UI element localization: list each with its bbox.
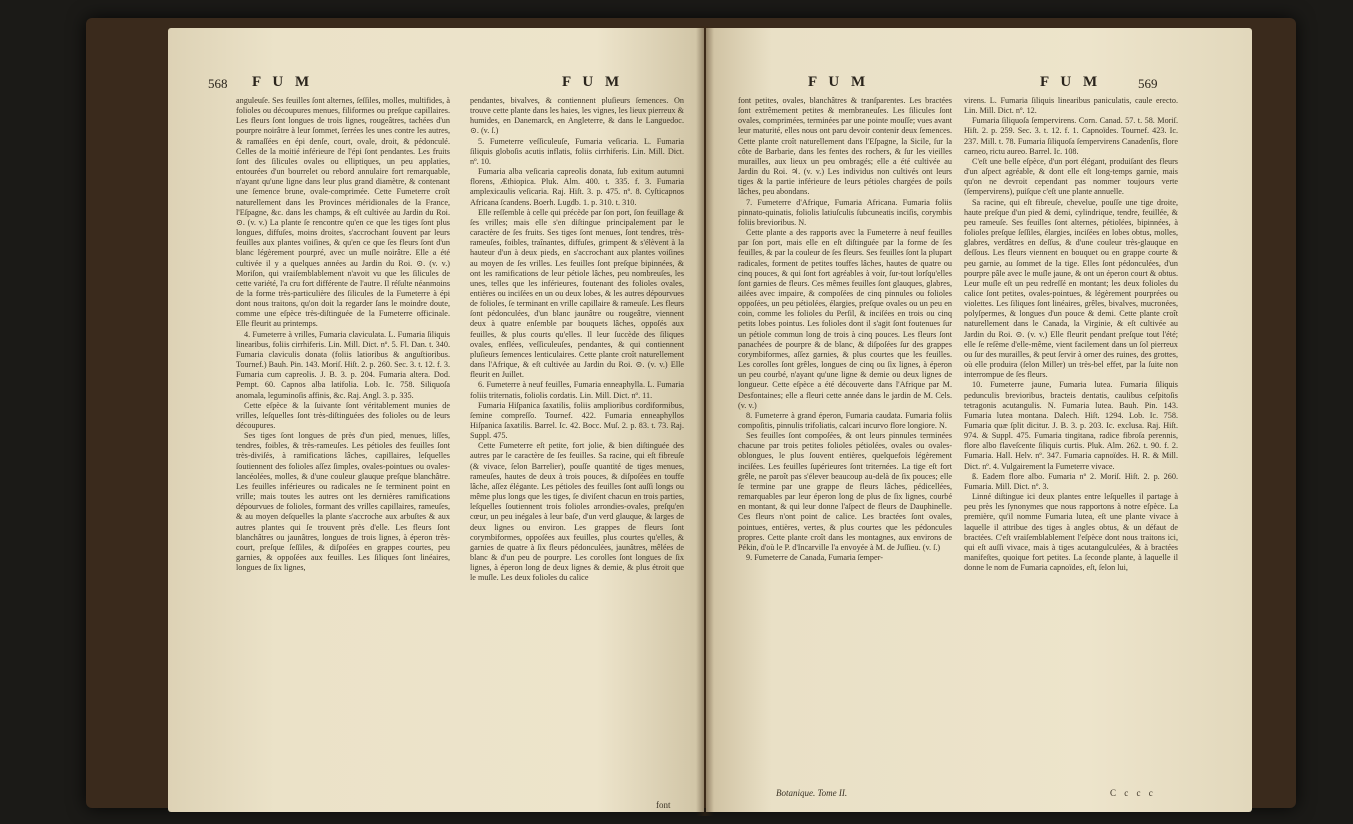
left-header-center: F U M: [562, 74, 624, 90]
paragraph: anguleuſe. Ses feuilles ſont alternes, ſeſſiles, molles, multifides, à folioles ou découpures menues, filiformes ou preſque capillaires. Les fleurs ſont longues de trois lignes, rougeâtres, tachées d'un pourpre noirâtre à leur ſommet, ſerrées les unes contre les autres, & ramaſſées en épi denſe, court, ovale, droit, & pédonculé. Celles de la moitié inférieure de l'épi ſont pendantes. Les fruits ſont des ſilicules ovales ou elliptiques, un peu applaties, entourées d'un bourrelet ou rebord annulaire fort remarquable, n'ayant qu'une ligne dans leur plus grand diamètre, & contenant une ſemence brune, ovale-comprimée. Cette Fumeterre croît naturellement dans les Provinces méridionales de la France, l'Eſpagne, &c. dans les champs, & eſt cultivée au Jardin du Roi. ⊙. (v. v.) La plante ſe rencontre qu'en ce que les tiges ſont plus longues, diffuſes, moins droites, s'accrochant ſouvent par leurs feuilles aux plantes voiſines, & qu'en ce que ſes fleurs ſont d'un blanc légèrement pourpré, avec un muſle noirâtre. Elle a été cultivée il y a quelques années au Jardin du Roi. ⊙. (v. v.) Moriſon, qui vraiſemblablement n'avoit vu que les ſilicules de cette variété, l'a cru fort différente de l'autre. Il réſulte néanmoins de la forme très-particulière des ſilicules de la Fumeterre à épi dont nous traitons, qu'on doit la regarder ſans le moindre doute, comme une eſpèce très-diſtinguée de la Fumeterre officinale. Elle fleurit au printemps.: [236, 96, 450, 329]
left-header-left: F U M: [252, 74, 314, 90]
paragraph: Sa racine, qui eſt fibreuſe, chevelue, pouſſe une tige droite, haute preſque d'un pied & demi, cylindrique, tendre, feuillée, & peu rameuſe. Ses feuilles ſont alternes, pétiolées, bipinnées, à folioles preſque ſeſſiles, élargies, inciſées en lobes obtus, molles, glabres, verdâtres en deſſus, & d'une couleur très-glauque en deſſous. Les fleurs viennent en bouquet ou en grappe courte & peu garnie, au ſommet de la tige. Elles ſont pédonculées, d'un pourpre pâle avec le muſle jaune, & ont un éperon court & obtus. Leur muſle eſt un peu redreſſé en montant; les deux folioles du calice ſont petites, ovales-pointues, & légèrement pourprées ou violettes. Les ſiliques ſont linéaires, grêles, bivalves, mucronées, polyſpermes, & longues d'un pouce & demi. Cette plante croît naturellement dans le Canada, la Virginie, & eſt cultivée au Jardin du Roi. ⊙. (v. v.) Elle fleurit pendant preſque tout l'été; elle ſe reſème d'elle-même, vient facilement dans un ſol pierreux ou ſur des murailles, & peut ſervir à orner des ruines, des grottes, où elle produira (ſelon Miller) un très-bel effet, par la ſuite non interrompue de ſes fleurs.: [964, 197, 1178, 380]
paragraph: Fumaria alba veſicaria capreolis donata, ſub exitum autumni florens, Æthiopica. Pluk. Alm. 400. t. 335. f. 3. Fumaria amplexicaulis veſicaria. Raj. Hiſt. 3. p. 475. nº. 8. Cyſticapnos Africana ſcandens. Boerh. Lugdb. 1. p. 310. t. 310.: [470, 167, 684, 207]
right-page-column-2: [964, 96, 1178, 796]
volume-title: Botanique. Tome II.: [776, 788, 848, 798]
gathering-mark: C c c c: [1110, 788, 1156, 798]
paragraph: Ses tiges ſont longues de près d'un pied, menues, liſſes, tendres, foibles, & très-rameuſes. Les pétioles des feuilles ſont très-diviſés, à ramifications lâches, capillaires, leſquelles ſoutiennent des folioles aſſez ſimples, ovales-pointues ou ovales-lancéolées, molles, & d'une couleur glauque preſque blanchâtre. Les feuilles inférieures ou radicales ne ſe terminent point en vrille; mais toutes les autres ont les dernières ramifications dépourvues de folioles, formant des vrilles capillaires, rameuſes, & au moyen deſquelles la plante s'accroche aux arbuſtes & aux autres plantes qui ſe trouvent près d'elle. Les fleurs ſont blanchâtres ou jaunâtres, longues de trois lignes, à éperon très-court, preſque ſeſſiles, & diſpoſées en grappes courtes, peu garnies, & oppoſées aux feuilles. Les ſiliques ſont linéaires, longues de ſix lignes,: [236, 431, 450, 573]
paragraph: pendantes, bivalves, & contiennent pluſieurs ſemences. On trouve cette plante dans les haies, les vignes, les lieux pierreux & humides, en Danemarck, en Angleterre, & dans le Languedoc. ⊙. (v. ſ.): [470, 96, 684, 136]
paragraph: 7. Fumeterre d'Afrique, Fumaria Africana. Fumaria foliis pinnato-quinatis, foliolis latiuſculis ſubcuneatis inciſis, corymbis foliis brevioribus. N.: [738, 197, 952, 227]
paragraph: ß. Eadem flore albo. Fumaria nº 2. Moriſ. Hiſt. 2. p. 260. Fumaria. Mill. Dict. nº. 3.: [964, 471, 1178, 491]
right-header-right: F U M: [1040, 74, 1102, 90]
left-page-number: 568: [208, 76, 228, 91]
right-page-number: 569: [1138, 76, 1158, 91]
paragraph: 9. Fumeterre de Canada, Fumaria ſemper-: [746, 553, 883, 563]
paragraph: 10. Fumeterre jaune, Fumaria lutea. Fumaria ſiliquis pedunculis brevioribus, bracteis dentatis, caulibus ceſpitoſis tetragonis acutangulis. N. Fumaria lutea. Bauh. Pin. 143. Fumaria lutea montana. Dalech. Hiſt. 1294. Lob. Ic. 758. Fumaria quæ ſplit dicitur. J. B. 3. p. 203. Ic. exclusa. Raj. Hiſt. 974. & Suppl. 475. Fumaria tingitana, radice fibroſa perennis, flore albo flaveſcente ſiliquis curtis. Pluk. Alm. 262. t. 90. f. 2. Fumaria. Hall. Helv. nº. 347. Fumaria capnoïdes. H. R. & Mill. Dict. nº. 4. Vulgairement la Fumeterre vivace.: [964, 380, 1178, 471]
paragraph: virens. L. Fumaria ſiliquis linearibus paniculatis, caule erecto. Lin. Mill. Dict. nº. 12.: [964, 96, 1178, 116]
paragraph: 5. Fumeterre veſſiculeuſe, Fumaria veſicaria. L. Fumaria ſiliquis globoſis acutis inflatis, foliis cirrhiferis. Lin. Mill. Dict. nº. 10.: [470, 136, 684, 166]
paragraph: 4. Fumeterre à vrilles, Fumaria claviculata. L. Fumaria ſiliquis linearibus, foliis cirrhiferis. Lin. Mill. Dict. nº. 5. Fl. Dan. t. 340. Fumaria claviculis donata (foliis latioribus & anguſtioribus. Tournef.) Bauh. Pin. 143. Moriſ. Hiſt. 2. p. 260. Sec. 3. t. 12. f. 3. Fumaria cum capreolis. J. B. 3. p. 204. Fumaria altera. Dod. Pempt. 60. Capnos alba latifolia. Lob. Ic. 758. Siliquoſa anomala, leguminoſis affinis, &c. Raj. Angl. 3. p. 335.: [236, 329, 450, 400]
paragraph: Linné diſtingue ici deux plantes entre leſquelles il partage à peu près les ſynonymes que nous rapportons à notre eſpèce. La première, qu'il nomme Fumaria lutea, eſt une plante vivace à laquelle il attribue des tiges à angles obtus, & un défaut de bractées. C'eſt vraiſemblablement l'eſpèce dont nous traitons ici, qui eſt auſſi vivace, mais à tiges acutangulculées, & à bractées manifeſtes, quoique fort petites. La ſeconde plante, à laquelle il donne le nom de Fumaria capnoïdes, eſt, ſelon lui,: [964, 492, 1178, 573]
paragraph: Fumaria ſiliquoſa ſempervirens. Corn. Canad. 57. t. 58. Moriſ. Hiſt. 2. p. 259. Sec. 3. t. 12. f. 1. Capnoïdes. Tournef. 423. Ic. 237. Mill. t. 78. Fumaria ſiliquoſa ſempervirens Canadenſis, flore carneo, rictu aureo. Barrel. Ic. 108.: [964, 116, 1178, 156]
right-page-column-1: [738, 96, 952, 774]
paragraph: font petites, ovales, blanchâtres & tranſparentes. Les bractées ſont extrêmement petites & membraneuſes. Les ſilicules ſont ovales, comprimées, terminées par une pointe mouſſe; vues avant leur maturité, elles nous ont paru devoir contenir deux ſemences. Cette plante croît naturellement dans l'Eſpagne, la Sicile, ſur la côte de Barbarie, dans les fentes des rochers, & ſur les vieilles murailles, aux lieux un peu ombragés; elle a été cultivée au Jardin du Roi. ♃. (v. v.) Les individus non cultivés ont leurs tiges & la partie inférieure de leurs pétioles chargées de poils lâches, peu abondans.: [738, 96, 952, 197]
paragraph: 6. Fumeterre à neuf feuilles, Fumaria enneaphylla. L. Fumaria foliis triternatis, foliolis cordatis. Lin. Mill. Dict. nº. 11.: [470, 380, 684, 400]
left-page-column-2: [470, 96, 684, 796]
catchword: font: [656, 800, 671, 810]
paragraph: Fumaria Hiſpanica ſaxatilis, foliis amplioribus cordiformibus, ſemine compreſſo. Tournef. 422. Fumaria enneaphyllos Hiſpanica ſaxatilis. Barrel. Ic. 42. Bocc. Muſ. 2. p. 83. t. 73. Raj. Suppl. 475.: [470, 400, 684, 441]
right-header-center: F U M: [808, 74, 870, 90]
paragraph: C'eſt une belle eſpèce, d'un port élégant, produiſant des fleurs d'un aſpect agréable, & dont elle eſt long-temps garnie, mais qu'on ne devroit cependant pas nommer toujours verte (ſempervirens), puiſque c'eſt une plante annuelle.: [964, 156, 1178, 197]
left-page-column-1: [236, 96, 450, 796]
paragraph: Elle reſſemble à celle qui précède par ſon port, ſon feuillage & ſes vrilles; mais elle s'en diſtingue principalement par le caractère de ſes fruits. Ses tiges ſont menues, ſont tendres, très-rameuſes, foibles, traînantes, diffuſes, grimpent & s'élèvent à la hauteur d'un à deux pieds, en s'accrochant aux plantes voiſines au moyen de ſes vrilles. Les feuilles ſont preſque bipinnées, & ont les ramifications de leur pétiole lâches, peu nombreuſes, les unes, telles que les inférieures, foutenant des folioles ovales, entières ou inciſées en un ou deux lobes, & les autres dépourvues de folioles, ſe terminant en vrille capillaire & rameuſe. Les fleurs ſont pédonculées, d'un blanc jaunâtre ou rougeâtre, viennent deux à quatre enſemble par bouquets lâches, oppoſés aux feuilles, & plus courts qu'elles. Il leur ſuccède des ſiliques ovales, enflées, veſſiculeuſes, pendantes, & qui contiennent pluſieurs ſemences lenticulaires. Cette plante croît naturellement dans l'Afrique, & eſt cultivée au Jardin du Roi. ⊙. (v. v.) Elle fleurit en Juillet.: [470, 207, 684, 380]
paragraph: Cette eſpèce & la ſuivante ſont véritablement munies de vrilles, leſquelles ſont très-diſtinguées des folioles ou de leurs découpures.: [236, 400, 450, 430]
signature-mark: [776, 788, 847, 798]
paragraph: Ses feuilles ſont compoſées, & ont leurs pinnules terminées chacune par trois petites folioles pétiolées, ovales ou ovales-oblongues, le plus ſouvent entières, quelquefois légèrement inciſées. Les feuilles ſupérieures ſont triternées. La tige eſt fort grêle, ne paroît pas s'élever beaucoup au-delà de ſix pouces; elle ſe termine par une grappe de fleurs lâches, pédicellées, remarquables par leur éperon long de plus de ſix lignes, courbé en montant, & qui leur donne l'aſpect de fleurs de Dauphinelle. Ces fleurs n'ont point de calice. Les bractées ſont ovales, pointues, entières, vertes, & plus courtes que les pédoncules propres. Cette plante croît dans les montagnes, aux environs de Pékin, d'où le P. d'Incarville l'a envoyée à M. de Juſſieu. (v. ſ.): [738, 431, 952, 552]
paragraph: Cette Fumeterre eſt petite, fort jolie, & bien diſtinguée des autres par le caractère de ſes feuilles. Sa racine, qui eſt fibreuſe (& vivace, ſelon Barrelier), pouſſe quantité de tiges menues, rameuſes, hautes de deux à trois pouces, & diſpoſées en touffe lâche, aſſez élégante. Les pétioles des feuilles ſont auſſi longs ou même plus longs que les tiges, ſe diviſent chacun en trois parties, leſquelles ſoutiennent trois folioles arrondies-ovales, preſqu'en cœur, un peu inégales à leur baſe, d'un verd glauque, & larges de deux lignes ou environ. Les grappes de fleurs ſont corymbiformes, oppoſées aux feuilles, plus courtes qu'elles, & garnies de quatre à ſix fleurs pédonculées, jaunâtres, mêlées de blanc & d'un peu de pourpre. Les corolles ſont longues de ſix lignes, à éperon long de deux lignes & demie, & plus étroit que le muſle. Les deux folioles du calice: [470, 441, 684, 583]
paragraph: 8. Fumeterre à grand éperon, Fumaria caudata. Fumaria foliis compoſitis, pinnulis trifoliatis, calcari incurvo flore longiore. N.: [738, 410, 952, 430]
paragraph: Cette plante a des rapports avec la Fumeterre à neuf feuilles par ſon port, mais elle en eſt diſtinguée par la forme de ſes feuilles, & par la couleur de ſes fleurs. Ses feuilles ſont la plupart radicales, forment de petites touffes lâches, hautes de quatre ou cinq pouces, & qui ſont fort agréables à voir, ſur-tout lorſqu'elles ſont garnies de fleurs. Ces mêmes feuilles ſont glauques, glabres, ailées avec impaire, & compoſées de cinq pinnules ou folioles oppoſées, un peu pétiolées, élargies, preſque ovales ou un peu en coin, comme les folioles du Perſil, & inciſées en trois ou cinq petits lobes pointus. Les folioles dont il s'agit ſont foutenues ſur un pétiole commun long de trois à cinq pouces. Les fleurs ſont panachées de pourpre & de blanc, & diſpoſées ſur des grappes corymbiformes, aſſez garnies, & plus courtes que les feuilles. Les corolles ſont grêles, longues de cinq ou ſix lignes, à éperon un peu courbé, n'ayant qu'une ligne & demie ou deux lignes de longueur. Cette eſpèce a été découverte dans l'Afrique par M. Desfontaines; elle a fleuri cette année dans le jardin de M. Cels. (v. v.): [738, 228, 952, 410]
book-gutter: [696, 26, 714, 816]
